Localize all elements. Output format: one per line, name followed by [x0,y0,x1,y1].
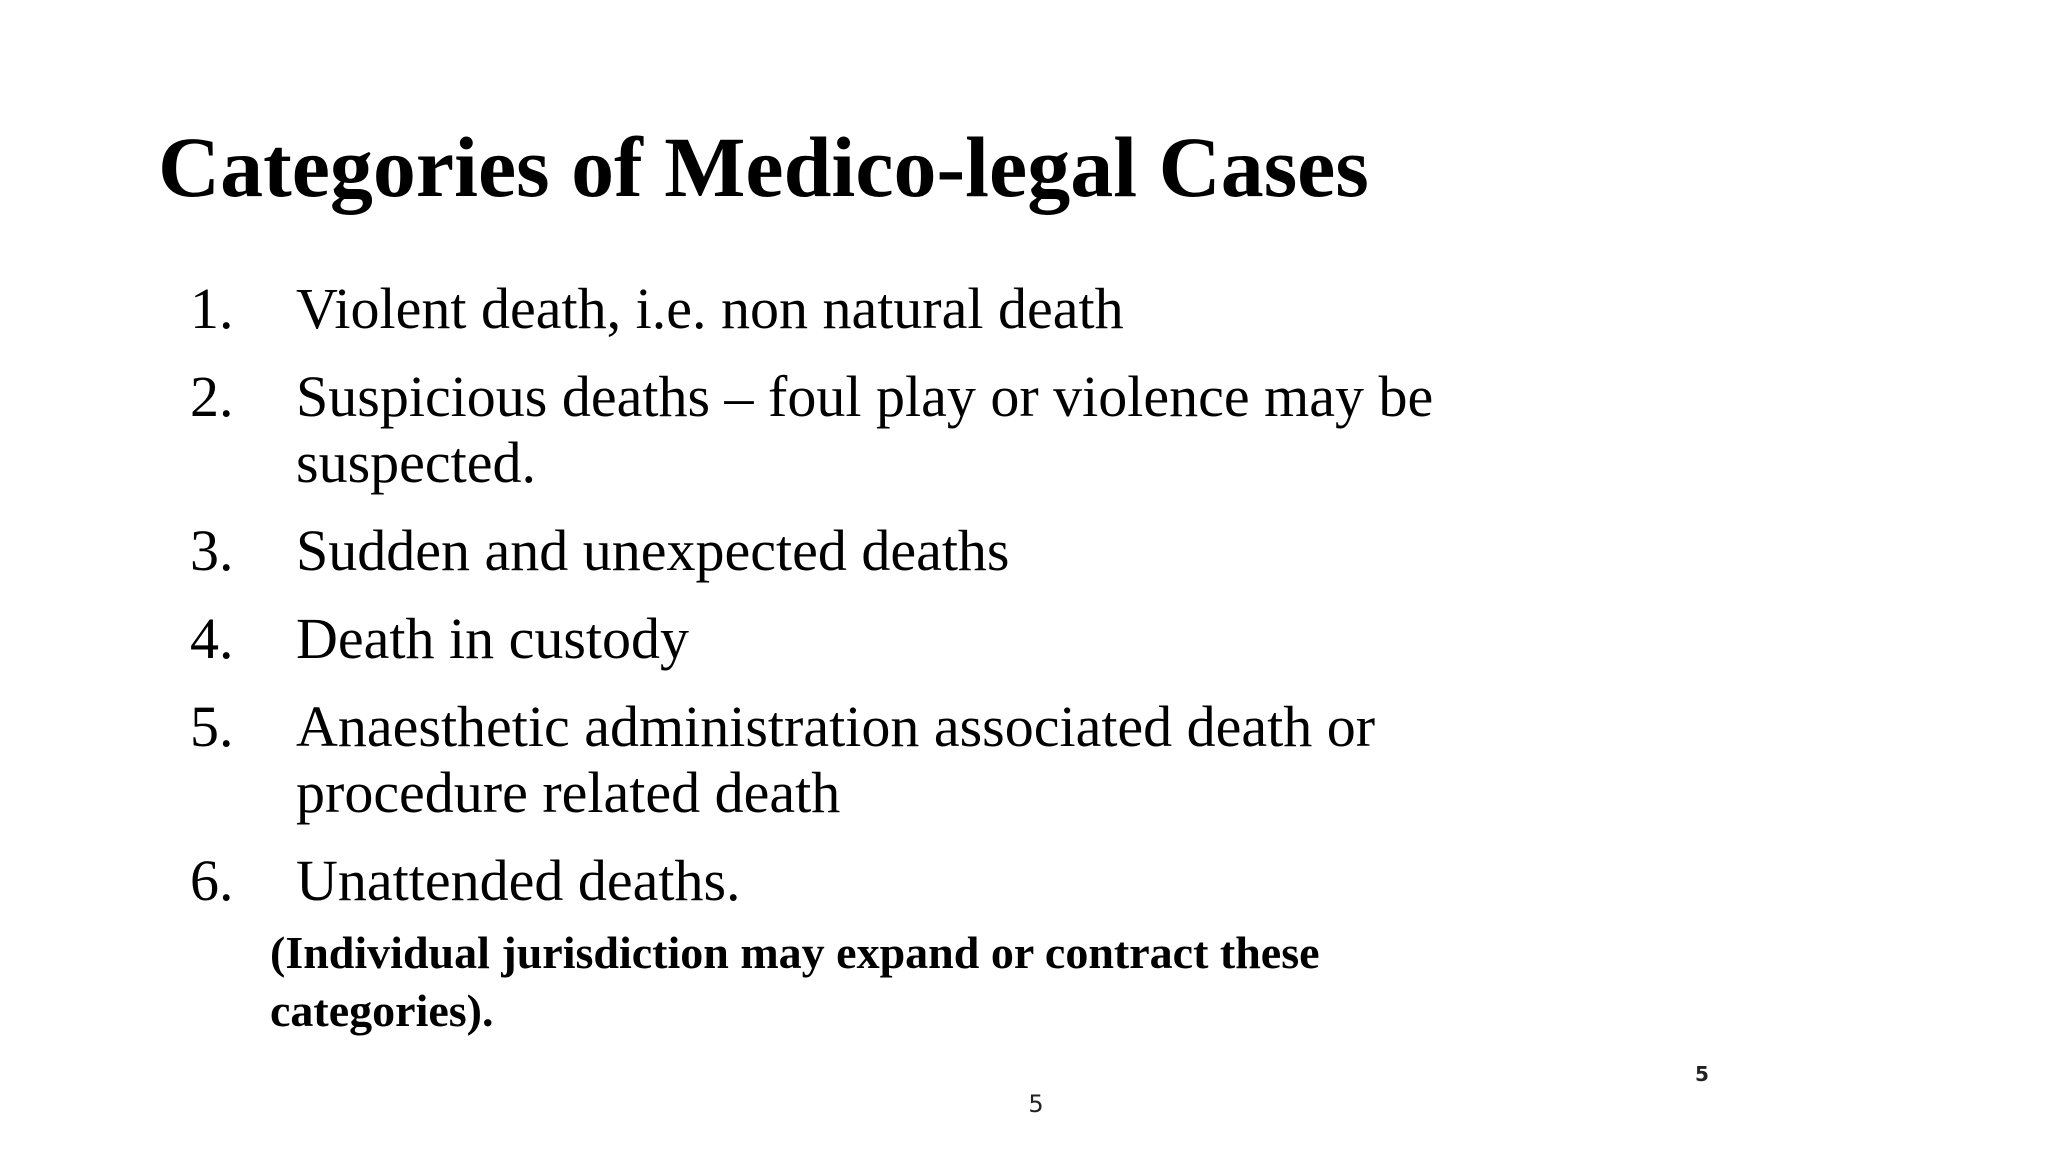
list-item-number: 6. [190,848,234,913]
list-item-text: Death in custody [296,606,690,671]
list-item-number: 3. [190,518,234,583]
categories-list [190,276,1550,936]
list-item-text: Unattended deaths. [296,848,741,913]
list-item [190,848,1550,914]
list-item-number: 5. [190,694,234,759]
list-item-text: Anaesthetic administration associated death or procedure related death [296,694,1376,825]
list-item [190,606,1550,672]
slide-title: Categories of Medico-legal Cases [158,119,1369,215]
list-item [190,694,1550,826]
list-item-text: Violent death, i.e. non natural death [296,276,1124,341]
list-item-text: Suspicious deaths – foul play or violence may be suspected. [296,364,1434,495]
list-item-text: Sudden and unexpected deaths [296,518,1010,583]
list-item [190,518,1550,584]
list-item-number: 4. [190,606,234,671]
list-item-number: 1. [190,276,234,341]
list-item-number: 2. [190,364,234,429]
list-item [190,276,1550,342]
jurisdiction-note: (Individual jurisdiction may expand or contract these categories). [270,927,1320,1036]
page-number-center: 5 [1028,1090,1044,1118]
page-number-right: 5 [1695,1062,1709,1086]
list-item [190,364,1550,496]
